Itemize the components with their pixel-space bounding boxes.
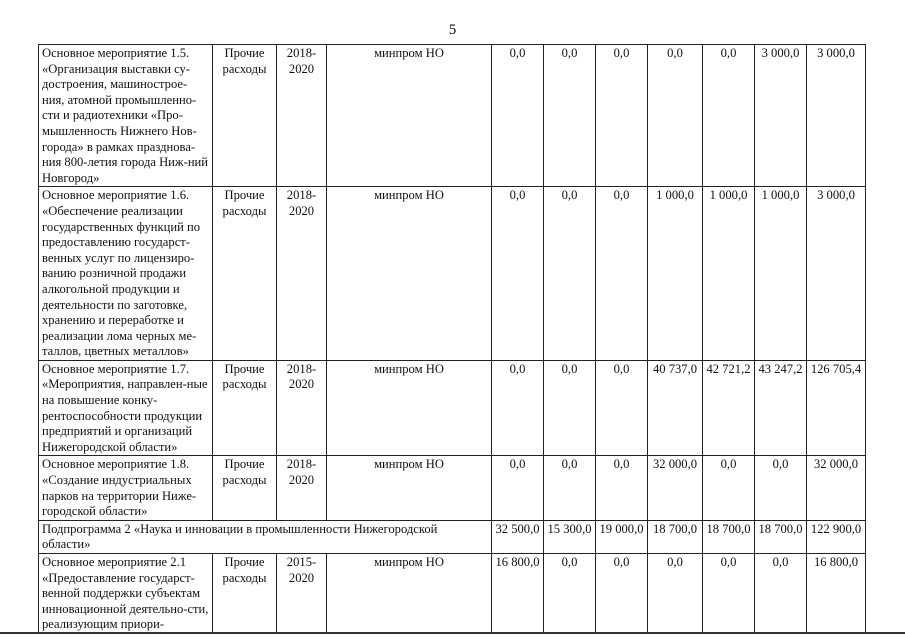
value-cell: 0,0	[544, 45, 596, 187]
value-cell: 0,0	[544, 187, 596, 361]
page-number: 5	[448, 22, 457, 38]
value-cell: 40 737,0	[648, 360, 703, 456]
expense-type: Прочие расходы	[213, 187, 277, 361]
value-cell: 16 800,0	[492, 554, 544, 634]
value-cell: 18 700,0	[755, 520, 807, 553]
value-cell: 122 900,0	[807, 520, 866, 553]
value-cell: 1 000,0	[648, 187, 703, 361]
table-row	[39, 45, 866, 187]
expense-type: Прочие расходы	[213, 456, 277, 520]
value-cell: 0,0	[492, 45, 544, 187]
value-cell: 126 705,4	[807, 360, 866, 456]
value-cell: 32 000,0	[648, 456, 703, 520]
table-row	[39, 456, 866, 520]
value-cell: 3 000,0	[755, 45, 807, 187]
value-cell: 18 700,0	[648, 520, 703, 553]
value-cell: 0,0	[492, 456, 544, 520]
subprogram-name: Подпрограмма 2 «Наука и инновации в промышленности Нижегородской области»	[39, 520, 492, 553]
page-bottom-border	[0, 632, 905, 634]
value-cell: 19 000,0	[596, 520, 648, 553]
executor: минпром НО	[327, 456, 492, 520]
value-cell: 0,0	[703, 554, 755, 634]
value-cell: 32 500,0	[492, 520, 544, 553]
value-cell: 0,0	[544, 360, 596, 456]
expense-type: Прочие расходы	[213, 554, 277, 634]
expense-type: Прочие расходы	[213, 360, 277, 456]
value-cell: 0,0	[492, 187, 544, 361]
executor: минпром НО	[327, 360, 492, 456]
years: 2018-2020	[277, 187, 327, 361]
value-cell: 0,0	[755, 554, 807, 634]
measure-name: Основное мероприятие 1.7. «Мероприятия, направлен-ные на повышение конку-рентоспособности продукции предприятий и организаций Нижегородской области»	[39, 360, 213, 456]
years: 2018-2020	[277, 456, 327, 520]
value-cell: 43 247,2	[755, 360, 807, 456]
value-cell: 42 721,2	[703, 360, 755, 456]
measure-name: Основное мероприятие 1.6. «Обеспечение реализации государственных функций по предоставлению государст-венных услуг по лицензиро-ванию розничной продажи алкогольной продукции и деятельности по заготовке, хранению и переработке и реализации лома черных ме-таллов, цветных металлов»	[39, 187, 213, 361]
value-cell: 18 700,0	[703, 520, 755, 553]
executor: минпром НО	[327, 45, 492, 187]
value-cell: 0,0	[596, 554, 648, 634]
value-cell: 3 000,0	[807, 45, 866, 187]
value-cell: 0,0	[755, 456, 807, 520]
value-cell: 0,0	[596, 187, 648, 361]
value-cell: 0,0	[648, 554, 703, 634]
value-cell: 0,0	[596, 456, 648, 520]
value-cell: 1 000,0	[755, 187, 807, 361]
table-row	[39, 520, 866, 553]
budget-table	[38, 44, 866, 634]
value-cell: 0,0	[544, 554, 596, 634]
table-row	[39, 360, 866, 456]
executor: минпром НО	[327, 554, 492, 634]
measure-name: Основное мероприятие 1.5. «Организация выставки су-достроения, машинострое-ния, атомной промышленно-сти и радиотехники «Про-мышленность Нижнего Нов-города» в рамках празднова-ния 800-летия города Ниж-ний Новгород»	[39, 45, 213, 187]
value-cell: 15 300,0	[544, 520, 596, 553]
measure-name: Основное мероприятие 2.1 «Предоставление государст-венной поддержки субъектам инновационной деятельно-сти, реализующим приори-	[39, 554, 213, 634]
value-cell: 3 000,0	[807, 187, 866, 361]
value-cell: 0,0	[492, 360, 544, 456]
table-row	[39, 187, 866, 361]
value-cell: 0,0	[596, 45, 648, 187]
measure-name: Основное мероприятие 1.8. «Создание индустриальных парков на территории Ниже-городской области»	[39, 456, 213, 520]
value-cell: 0,0	[703, 45, 755, 187]
years: 2018-2020	[277, 360, 327, 456]
expense-type: Прочие расходы	[213, 45, 277, 187]
value-cell: 0,0	[648, 45, 703, 187]
table-row	[39, 554, 866, 634]
value-cell: 0,0	[544, 456, 596, 520]
value-cell: 32 000,0	[807, 456, 866, 520]
value-cell: 16 800,0	[807, 554, 866, 634]
executor: минпром НО	[327, 187, 492, 361]
years: 2015-2020	[277, 554, 327, 634]
years: 2018-2020	[277, 45, 327, 187]
value-cell: 0,0	[596, 360, 648, 456]
value-cell: 1 000,0	[703, 187, 755, 361]
value-cell: 0,0	[703, 456, 755, 520]
